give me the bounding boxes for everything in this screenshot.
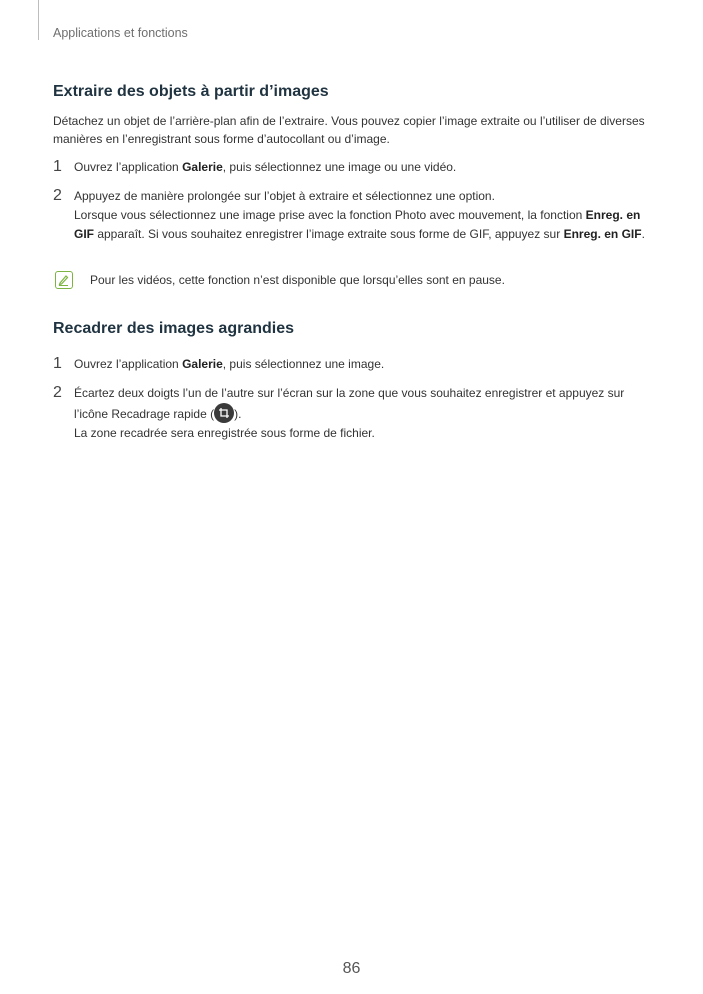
quick-crop-icon [214,403,234,423]
section-header: Applications et fonctions [53,26,188,40]
note-text: Pour les vidéos, cette fonction n’est disponible que lorsqu’elles sont en pause. [90,273,505,287]
step-number: 1 [53,355,62,372]
page-number: 86 [342,960,361,977]
step-number: 2 [53,384,62,401]
step-text: Ouvrez l’application Galerie, puis sélectionnez une image. [74,357,385,371]
step-text: Appuyez de manière prolongée sur l’objet à extraire et sélectionnez une option. Lorsque vous sélectionnez une image prise avec la fonction Photo avec mouvement, la fonction Enreg. en GIF apparaît. Si vous souhaitez enregistrer l’image extraite sous forme de GIF, appuyez sur Enreg. en GIF. [74,189,645,241]
note-pen-icon [55,271,73,289]
header-divider [38,0,39,40]
step-number: 2 [53,187,62,204]
step-text: Ouvrez l’application Galerie, puis sélectionnez une image ou une vidéo. [74,160,457,174]
section-title-crop: Recadrer des images agrandies [53,320,295,337]
intro-paragraph: Détachez un objet de l’arrière-plan afin de l’extraire. Vous pouvez copier l’image extraite ou l’utiliser de diverses manières en l’enregistrant sous forme d’autocollant ou d’image. [53,114,645,146]
step-text: Écartez deux doigts l’un de l’autre sur l’écran sur la zone que vous souhaitez enregistrer et appuyez sur l’icône Recadrage rapide ( ). La zone recadrée sera enregistrée sous forme de fichier. [74,386,625,440]
step-number: 1 [53,158,62,175]
section-title-extract: Extraire des objets à partir d’images [53,83,329,100]
